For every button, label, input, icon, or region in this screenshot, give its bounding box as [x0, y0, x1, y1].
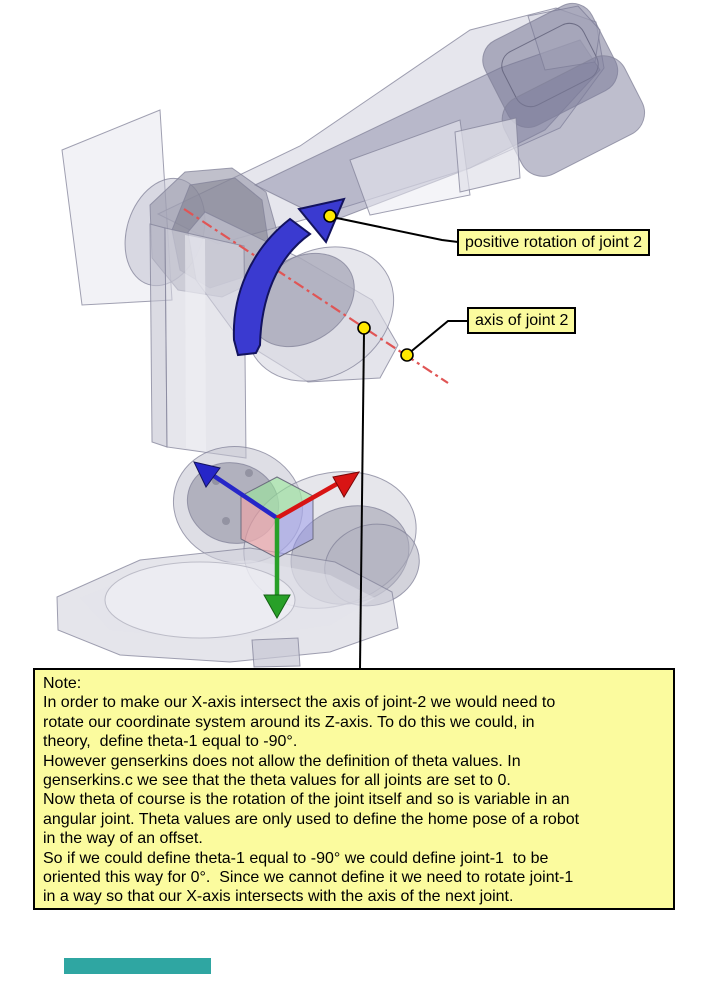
robot-disc-hole-2 — [245, 469, 253, 477]
callout-axis-of-joint2: axis of joint 2 — [467, 307, 576, 334]
note-line: theory, define theta-1 equal to -90°. — [43, 733, 298, 751]
callout-positive-rotation: positive rotation of joint 2 — [457, 229, 650, 256]
robot-base-stub — [252, 638, 300, 667]
note-line: rotate our coordinate system around its Z-axis. To do this we could, in — [43, 713, 535, 731]
note-line: genserkins.c we see that the theta values for all joints are set to 0. — [43, 772, 511, 790]
note-line: Note: — [43, 675, 82, 692]
connector-axis — [408, 321, 467, 354]
note-line: However genserkins does not allow the definition of theta values. In — [43, 752, 521, 770]
connector-positive-rotation — [332, 217, 458, 242]
note-box — [33, 668, 675, 910]
robot-column-highlight — [185, 235, 206, 452]
marker-dot-axis-near — [358, 322, 370, 334]
note-line: in a way so that our X-axis intersects with the axis of the next joint. — [43, 888, 514, 906]
teal-bar — [64, 958, 211, 974]
note-line: oriented this way for 0°. Since we cannot define it we need to rotate joint-1 — [43, 869, 574, 887]
note-line: So if we could define theta-1 equal to -90° we could define joint-1 to be — [43, 849, 549, 867]
note-line: in the way of an offset. — [43, 830, 203, 848]
marker-dot-axis-far — [401, 349, 413, 361]
robot-disc-hole-3 — [222, 517, 230, 525]
marker-dot-rotation — [324, 210, 336, 222]
note-line: In order to make our X-axis intersect the axis of joint-2 we would need to — [43, 694, 556, 712]
robot-column-side — [150, 224, 167, 447]
note-line: Now theta of course is the rotation of the joint itself and so is variable in an — [43, 791, 570, 809]
note-line: angular joint. Theta values are only used to define the home pose of a robot — [43, 810, 580, 828]
